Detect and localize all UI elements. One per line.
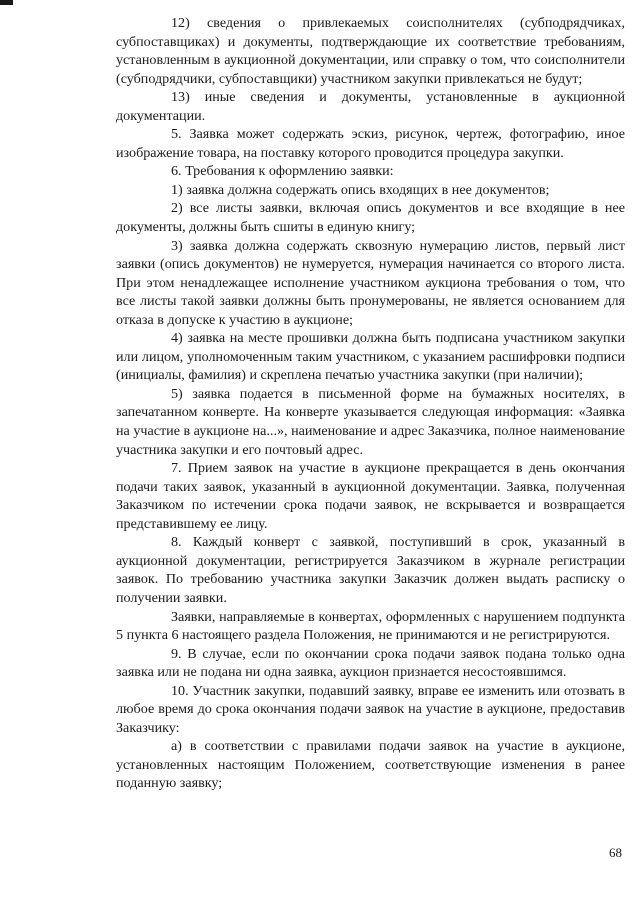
paragraph-section-8-note: Заявки, направляемые в конвертах, оформленных с нарушением подпункта 5 пункта 6 настоящего раздела Положения, не принимаются и не регистрируются. <box>116 608 625 644</box>
paragraph-section-6-heading: 6. Требования к оформлению заявки: <box>171 163 394 180</box>
scan-corner-mark <box>0 0 13 5</box>
paragraph-section-7: 7. Прием заявок на участие в аукционе прекращается в день окончания подачи таких заявок, указанный в аукционной документации. Заявка, полученная Заказчиком по истечении срока подачи заявок, не вскрывается и возвращается представившему ее лицу. <box>116 460 625 532</box>
page-number: 68 <box>609 845 622 860</box>
paragraph-section-10-a: а) в соответствии с правилами подачи заявок на участие в аукционе, установленных настоящим Положением, соответствующие изменения в ранее поданную заявку; <box>116 738 625 792</box>
paragraph-requirement-3: 3) заявка должна содержать сквозную нумерацию листов, первый лист заявки (опись документов) не нумеруется, нумерация начинается со второго листа. При этом ненадлежащее исполнение участником аукциона требования о том, что все листы такой заявки должны быть пронумерованы, не является основанием для отказа в допуске к участию в аукционе; <box>116 237 625 328</box>
paragraph-section-9: 9. В случае, если по окончании срока подачи заявок подана только одна заявка или не подана ни одна заявка, аукцион признается несостоявшимся. <box>116 645 625 681</box>
paragraph-requirement-5: 5) заявка подается в письменной форме на бумажных носителях, в запечатанном конверте. На конверте указывается следующая информация: «Заявка на участие в аукционе на...», наименование и адрес Заказчика, полное наименование участника закупки и его почтовый адрес. <box>116 385 625 458</box>
paragraph-item-12: 12) сведения о привлекаемых соисполнителях (субподрядчиках, субпоставщиках) и документы, подтверждающие их соответствие требованиям, установленным в аукционной документации, или справку о том, что соисполнители (субподрядчики, субпоставщики) участником закупки привлекаться не будут; <box>116 15 625 87</box>
paragraph-item-13: 13) иные сведения и документы, установленные в аукционной документации. <box>116 89 625 124</box>
paragraph-section-10: 10. Участник закупки, подавший заявку, вправе ее изменить или отозвать в любое время до срока окончания подачи заявок на участие в аукционе, предоставив Заказчику: <box>116 682 625 736</box>
paragraph-section-5: 5. Заявка может содержать эскиз, рисунок, чертеж, фотографию, иное изображение товара, на поставку которого проводится процедура закупки. <box>116 126 625 161</box>
paragraph-requirement-2: 2) все листы заявки, включая опись документов и все входящие в нее документы, должны быть сшиты в единую книгу; <box>116 200 625 236</box>
document-body <box>116 14 625 793</box>
paragraph-section-8: 8. Каждый конверт с заявкой, поступивший в срок, указанный в аукционной документации, регистрируется Заказчиком в журнале регистрации заявок. По требованию участника закупки Заказчик должен выдать расписку о получении заявки. <box>116 534 625 606</box>
paragraph-requirement-4: 4) заявка на месте прошивки должна быть подписана участником закупки или лицом, уполномоченным таким участником, с указанием расшифровки подписи (инициалы, фамилия) и скреплена печатью участника закупки (при наличии); <box>116 330 625 384</box>
paragraph-requirement-1: 1) заявка должна содержать опись входящих в нее документов; <box>171 181 550 198</box>
